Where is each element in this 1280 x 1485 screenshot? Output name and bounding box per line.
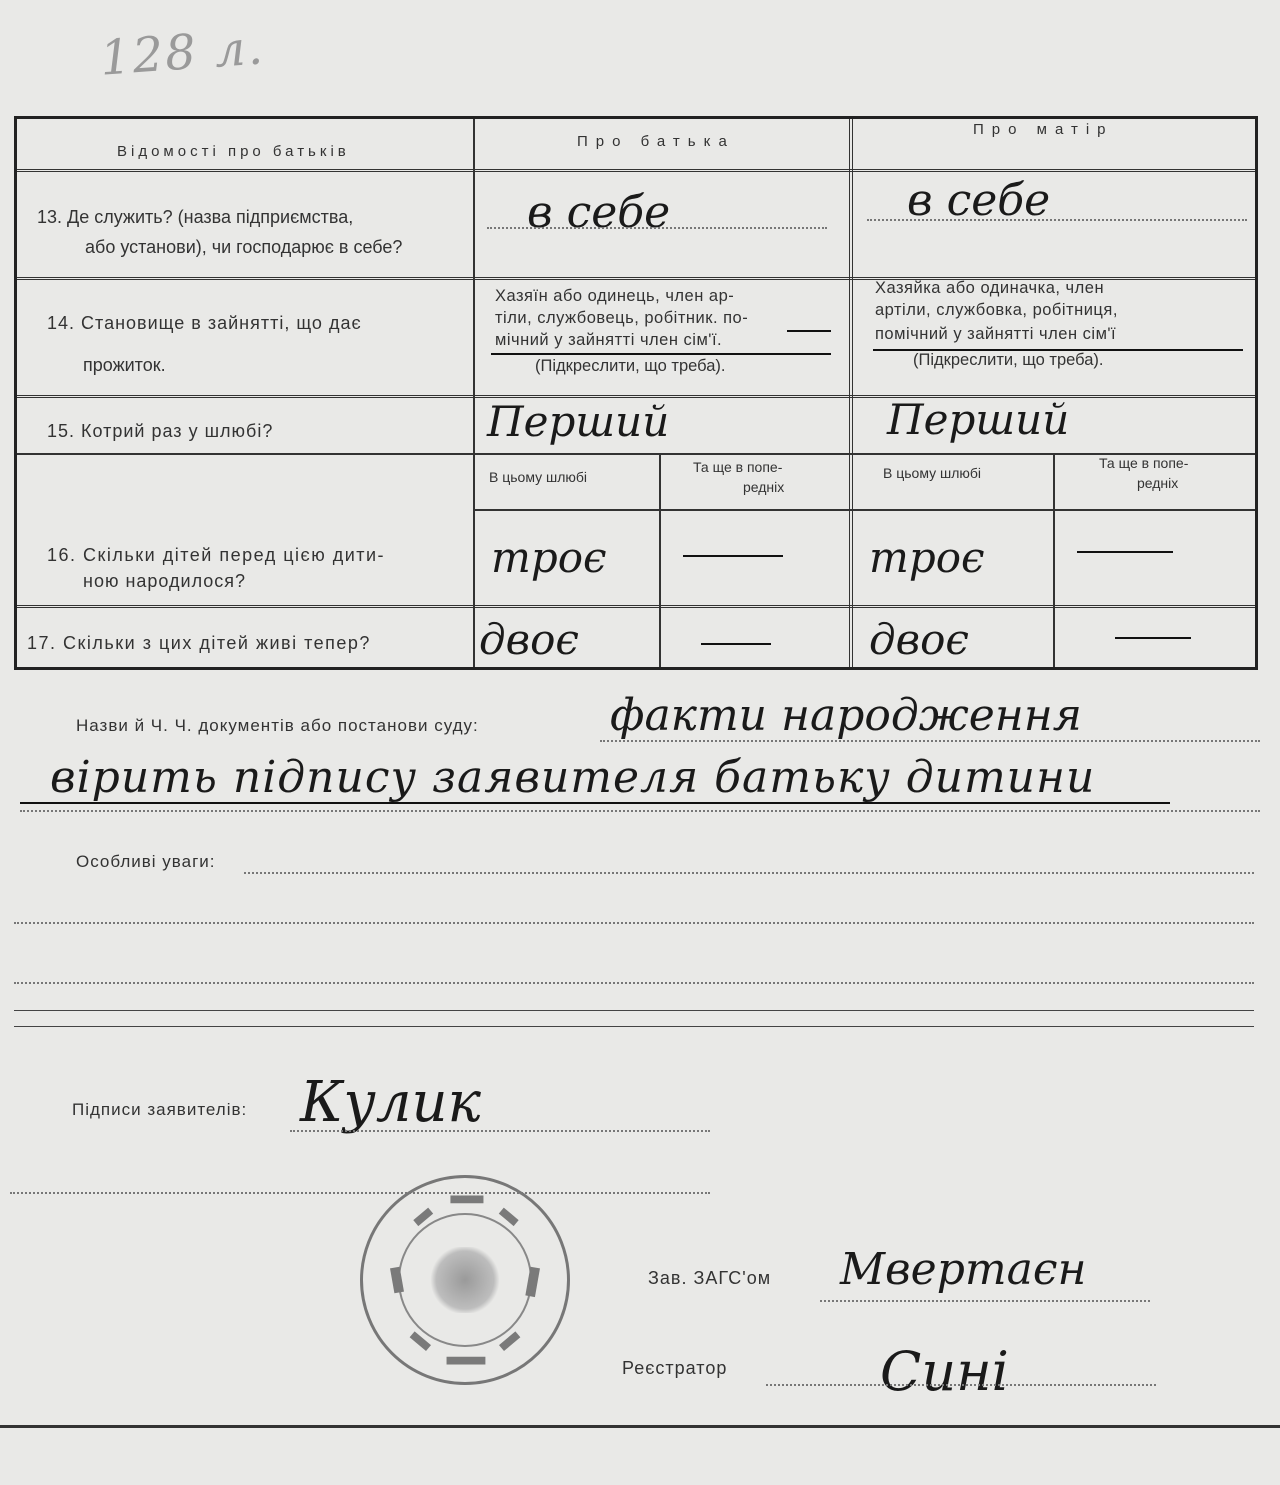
- row14-question-line1: 14. Становище в зайнятті, що дає: [47, 313, 362, 333]
- documents-label: Назви й Ч. Ч. документів або постанови суду:: [76, 716, 479, 735]
- remarks-rule: [14, 1026, 1254, 1027]
- row13-mother-answer: в себе: [907, 175, 1051, 226]
- row-divider: [473, 509, 1255, 511]
- row15-question: 15. Котрий раз у шлюбі?: [47, 421, 274, 441]
- row17-father-current: двоє: [479, 615, 579, 664]
- row14-father-line2: тіли, службовець, робітник. по-: [495, 309, 749, 327]
- remarks-label: Особливі уваги:: [76, 852, 216, 871]
- row14-mother-line2: артіли, службовка, робітниця,: [875, 301, 1118, 319]
- applicants-signature: Кулик: [300, 1070, 481, 1135]
- signature-line: [820, 1300, 1150, 1302]
- head-label: Зав. ЗАГС'ом: [648, 1268, 772, 1288]
- parents-info-table: [14, 116, 1258, 670]
- row16-question-line1: 16. Скільки дітей перед цією дити-: [47, 545, 386, 565]
- head-signature: Мвертаєн: [840, 1244, 1087, 1295]
- signature-line: [10, 1192, 710, 1194]
- row13-question-line2: або установи), чи господарює в себе?: [85, 237, 403, 257]
- row17-question: 17. Скільки з цих дітей живі тепер?: [27, 633, 371, 653]
- row14-father-line3: мічний у зайнятті член сім'ї.: [495, 331, 723, 349]
- row16-mother-current: троє: [869, 533, 985, 582]
- remarks-rule: [14, 1010, 1254, 1011]
- row14-mother-line4: (Підкреслити, що треба).: [913, 351, 1104, 369]
- answer-line: [487, 227, 827, 229]
- row14-father-line1: Хазяїн або одинець, член ар-: [495, 287, 735, 305]
- remarks-line: [14, 922, 1254, 924]
- row17-mother-previous-dash: [1115, 637, 1191, 639]
- row-divider: [17, 169, 1255, 172]
- row14-mother-line3: помічний у зайнятті член сім'ї: [875, 325, 1117, 343]
- row14-mother-line1: Хазяйка або одиначка, член: [875, 279, 1105, 297]
- row16-mother-previous-dash: [1077, 551, 1173, 553]
- row16-father-previous-dash: [683, 555, 783, 557]
- row13-father-answer: в себе: [527, 187, 671, 238]
- row14-father-line4: (Підкреслити, що треба).: [535, 357, 726, 375]
- documents-underline: [20, 802, 1170, 804]
- row16-question-line2: ною народилося?: [83, 571, 247, 591]
- row13-question-line1: 13. Де служить? (назва підприємства,: [37, 207, 354, 227]
- documents-value-line1: факти народження: [610, 690, 1082, 741]
- stamp-rim-marks: [363, 1178, 567, 1382]
- row15-father-answer: Перший: [487, 397, 670, 446]
- header-info: Відомості про батьків: [117, 143, 350, 160]
- row17-mother-current: двоє: [869, 615, 969, 664]
- remarks-line: [14, 982, 1254, 984]
- selection-underline: [787, 330, 831, 332]
- signature-line: [290, 1130, 710, 1132]
- subheader-father-previous-line1: Та ще в попе-: [693, 459, 783, 475]
- subheader-mother-current: В цьому шлюбі: [883, 465, 982, 481]
- row15-mother-answer: Перший: [887, 395, 1070, 444]
- registrar-signature: Сині: [880, 1340, 1009, 1403]
- column-divider: [849, 119, 853, 667]
- selection-underline: [873, 349, 1243, 351]
- applicants-signature-label: Підписи заявителів:: [72, 1100, 248, 1119]
- remarks-line: [244, 872, 1254, 874]
- row-divider: [17, 605, 1255, 608]
- answer-line: [867, 219, 1247, 221]
- column-divider: [659, 453, 661, 667]
- subheader-mother-previous-line1: Та ще в попе-: [1099, 455, 1189, 471]
- subheader-mother-previous-line2: редніх: [1137, 475, 1179, 491]
- page-number: 128 л.: [98, 19, 267, 87]
- subheader-father-current: В цьому шлюбі: [489, 469, 588, 485]
- subheader-father-previous-line2: редніх: [743, 479, 785, 495]
- signature-line: [766, 1384, 1156, 1386]
- documents-line: [20, 810, 1260, 812]
- header-father: Про батька: [577, 133, 735, 150]
- selection-underline: [491, 353, 831, 355]
- documents-value-line2: вірить підпису заявителя батьку дитини: [50, 752, 1096, 803]
- row16-father-current: троє: [491, 533, 607, 582]
- documents-line: [600, 740, 1260, 742]
- official-stamp: [360, 1175, 570, 1385]
- header-mother: Про матір: [973, 121, 1114, 138]
- row17-father-previous-dash: [701, 643, 771, 645]
- column-divider: [1053, 453, 1055, 667]
- row14-question-line2: прожиток.: [83, 355, 166, 375]
- bottom-rule: [0, 1425, 1280, 1428]
- registrar-label: Реєстратор: [622, 1358, 728, 1378]
- column-divider: [473, 119, 475, 667]
- row-divider: [17, 453, 1255, 455]
